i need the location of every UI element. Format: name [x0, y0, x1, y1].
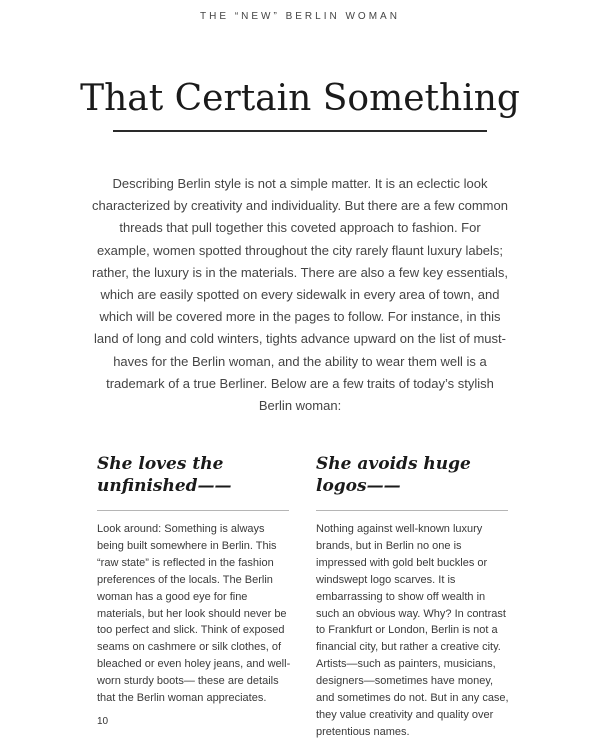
- page-number: 10: [97, 716, 109, 727]
- trait-column-left: [97, 453, 292, 718]
- trait-heading: She loves the unfinished——: [97, 454, 232, 496]
- trait-column-right: [316, 453, 511, 752]
- trait-divider: [97, 510, 289, 511]
- title-underline: [113, 130, 487, 132]
- trait-body: Look around: Something is always being built somewhere in Berlin. This “raw state” is reflected in the fashion preferences of the locals. The Berlin woman has a good eye for fine materials, but her look should never be too perfect and slick. Think of exposed seams on cashmere or silk clothes, of bleached or even holey jeans, and well-worn sturdy boots— these are details that the Berlin woman appreciates.: [97, 523, 291, 705]
- intro-paragraph: Describing Berlin style is not a simple matter. It is an eclectic look characterized by creativity and individuality. But there are a few common threads that pull together this coveted approach to fashion. For example, women spotted throughout the city rarely flaunt luxury labels; rather, the luxury is in the materials. There are also a few key essentials, which are easily spotted on every sidewalk in every area of town, and which will be covered more in the pages to follow. For instance, in this land of long and cold winters, tights advance upward on the list of must-haves for the Berlin woman, and the ability to wear them well is a trademark of a true Berliner. Below are a few traits of today’s stylish Berlin woman:: [92, 176, 508, 414]
- page-title: That Certain Something: [80, 78, 520, 119]
- running-header: THE “NEW” BERLIN WOMAN: [200, 11, 400, 22]
- trait-divider: [316, 510, 508, 511]
- trait-body: Nothing against well-known luxury brands, but in Berlin no one is impressed with gold belt buckles or windswept logo scarves. It is embarrassing to show off wealth in such an obvious way. Why? In contrast to Frankfurt or London, Berlin is not a financial city, but rather a creative city. Artists—such as painters, musicians, designers—sometimes have money, and sometimes do not. But in any case, they value creativity and quality over pretentious names.: [316, 523, 509, 738]
- trait-heading: She avoids huge logos——: [316, 454, 471, 496]
